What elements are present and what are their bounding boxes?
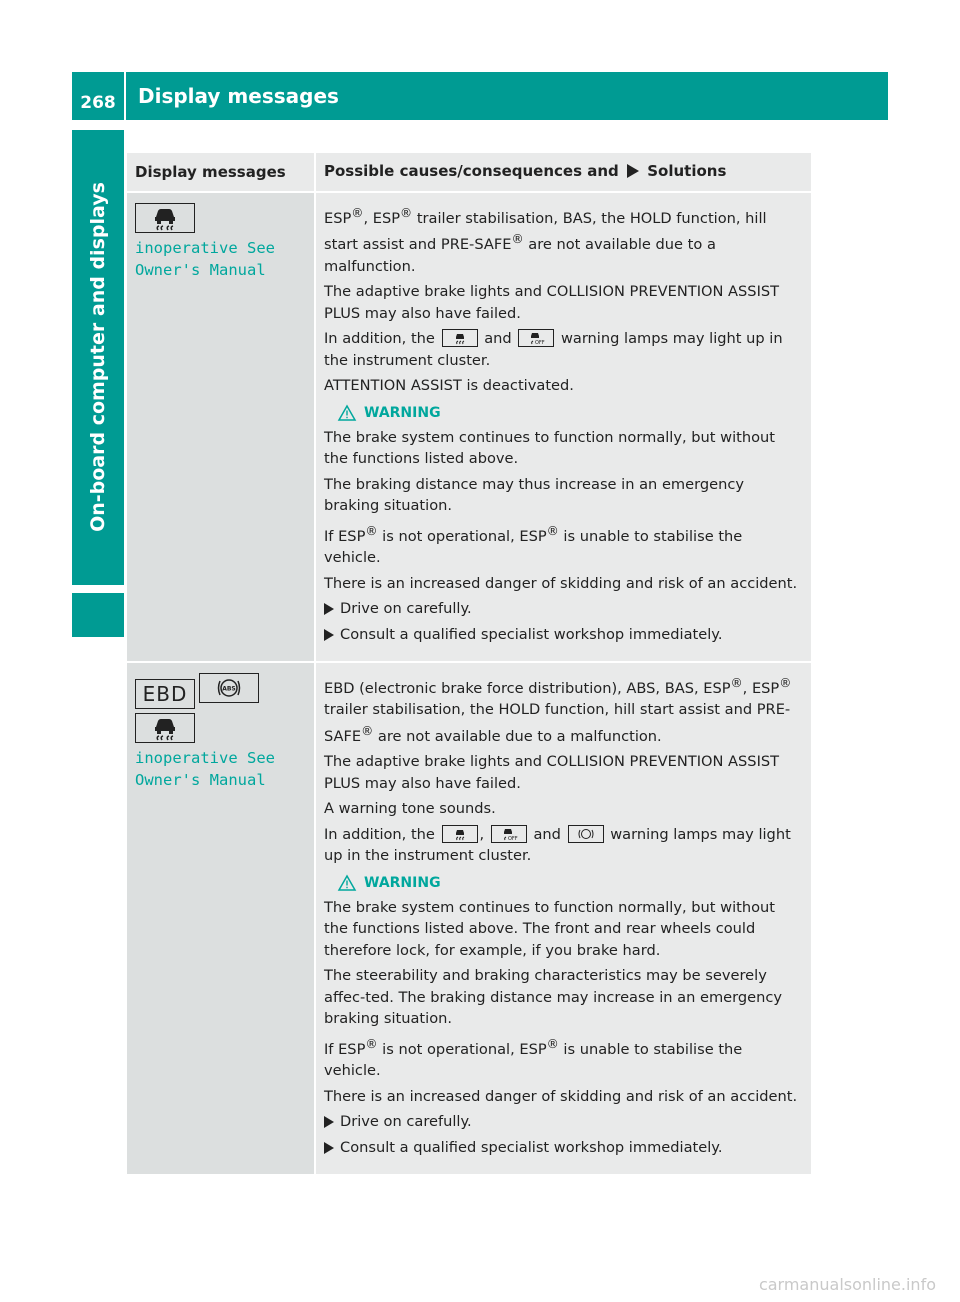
esp-skid-icon xyxy=(135,713,195,743)
display-message-cell xyxy=(127,192,315,662)
page-number: 268 xyxy=(72,72,126,120)
paragraph xyxy=(324,1034,803,1082)
side-tab-marker xyxy=(72,593,124,637)
registered-mark: ® xyxy=(546,1036,559,1051)
paragraph: There is an increased danger of skidding and risk of an accident. xyxy=(324,574,798,592)
registered-mark: ® xyxy=(351,206,364,220)
display-text-line: Owner's Manual xyxy=(135,771,266,790)
paragraph: The braking distance may thus increase in an emergency braking situation. xyxy=(324,475,745,515)
warning-label: WARNING xyxy=(364,874,441,891)
text: , ESP xyxy=(363,209,401,227)
warning-heading xyxy=(338,875,803,891)
action-step xyxy=(324,624,803,646)
registered-mark: ® xyxy=(365,1036,378,1051)
text: warning lamps may light up in the instrument cluster. xyxy=(324,825,791,865)
esp-off-lamp-icon xyxy=(518,329,554,347)
col2-header-pre: Possible causes/consequences and xyxy=(324,162,619,180)
paragraph: The adaptive brake lights and COLLISION PREVENTION ASSIST PLUS may also have failed. xyxy=(324,753,780,792)
registered-mark: ® xyxy=(400,206,413,220)
action-step xyxy=(324,598,803,620)
watermark: carmanualsonline.info xyxy=(758,1275,936,1294)
text: warning lamps may light up in the instrument cluster. xyxy=(324,330,783,369)
display-message-cell xyxy=(127,662,315,1174)
side-tab-label: On-board computer and displays xyxy=(87,182,109,532)
esp-skid-icon xyxy=(135,203,195,233)
warning-triangle-icon xyxy=(338,405,356,421)
text: If ESP xyxy=(324,527,366,545)
header-title: Display messages xyxy=(138,84,339,108)
text: trailer stabilisation, BAS, the HOLD function, hill start assist and PRE-SAFE xyxy=(324,209,767,254)
ebd-icon xyxy=(135,679,195,709)
action-step xyxy=(324,1137,803,1159)
esp-off-lamp-icon xyxy=(491,825,527,843)
paragraph: A warning tone sounds. xyxy=(324,800,496,818)
action-arrow-icon xyxy=(324,598,334,623)
svg-text:OFF: OFF xyxy=(535,340,545,347)
causes-cell xyxy=(315,662,811,1174)
paragraph: The adaptive brake lights and COLLISION PREVENTION ASSIST PLUS may also have failed. xyxy=(324,283,780,322)
table-header-row xyxy=(127,153,811,192)
warning-triangle-icon xyxy=(338,875,356,891)
text: is not operational, ESP xyxy=(377,1040,547,1058)
text: , xyxy=(479,825,485,843)
abs-icon xyxy=(199,673,259,703)
side-tab xyxy=(72,130,124,585)
abs-lamp-icon xyxy=(568,825,604,843)
esp-lamp-icon xyxy=(442,329,478,347)
action-arrow-icon xyxy=(324,624,334,649)
paragraph: ATTENTION ASSIST is deactivated. xyxy=(324,377,574,395)
table-row xyxy=(127,192,811,662)
text: In addition, the xyxy=(324,825,435,843)
text: are not available due to a malfunction. xyxy=(324,236,716,275)
paragraph xyxy=(324,328,803,371)
text: and xyxy=(484,330,512,348)
text: EBD (electronic brake force distribution), ABS, BAS, ESP xyxy=(324,679,731,697)
text: is not operational, ESP xyxy=(377,527,547,545)
registered-mark: ® xyxy=(730,676,743,691)
text: and xyxy=(533,825,561,843)
col2-header-post: Solutions xyxy=(647,162,727,180)
svg-text:OFF: OFF xyxy=(507,835,518,842)
text: In addition, the xyxy=(324,330,435,348)
paragraph xyxy=(324,673,803,747)
display-messages-table xyxy=(127,153,811,1174)
paragraph: The brake system continues to function normally, but without the functions listed above. The front and rear wheels could therefore lock, for example, if you brake hard. xyxy=(324,898,776,959)
display-text-line: inoperative See xyxy=(135,749,275,768)
svg-text:ABS: ABS xyxy=(222,685,236,693)
warning-heading xyxy=(338,405,803,421)
action-step xyxy=(324,1111,803,1133)
play-arrow-icon xyxy=(627,164,639,182)
paragraph: The steerability and braking characteristics may be severely affec-ted. The braking distance may increase in an emergency braking situation. xyxy=(324,967,783,1028)
text: is unable to stabilise the vehicle. xyxy=(324,1040,743,1080)
registered-mark: ® xyxy=(511,232,524,247)
ebd-label: EBD xyxy=(142,682,188,707)
paragraph xyxy=(324,824,803,867)
text: , ESP xyxy=(742,679,780,697)
causes-cell xyxy=(315,192,811,662)
action-text: Consult a qualified specialist workshop immediately. xyxy=(340,1138,723,1156)
registered-mark: ® xyxy=(361,723,374,738)
text: trailer stabilisation, the HOLD function, hill start assist and PRE-SAFE xyxy=(324,701,791,745)
warning-label: WARNING xyxy=(364,404,441,421)
action-text: Consult a qualified specialist workshop immediately. xyxy=(340,625,723,643)
registered-mark: ® xyxy=(546,523,559,538)
registered-mark: ® xyxy=(365,523,378,538)
paragraph: The brake system continues to function normally, but without the functions listed above. xyxy=(324,428,776,468)
text: If ESP xyxy=(324,1040,366,1058)
paragraph xyxy=(324,203,803,277)
text: is unable to stabilise the vehicle. xyxy=(324,527,743,567)
action-arrow-icon xyxy=(324,1137,334,1162)
page-header xyxy=(72,72,888,120)
esp-lamp-icon xyxy=(442,825,478,843)
action-text: Drive on carefully. xyxy=(340,600,472,618)
column-header-causes xyxy=(315,153,811,192)
action-text: Drive on carefully. xyxy=(340,1113,472,1131)
paragraph: There is an increased danger of skidding and risk of an accident. xyxy=(324,1087,798,1105)
registered-mark: ® xyxy=(779,676,792,691)
table-row xyxy=(127,662,811,1174)
text: ESP xyxy=(324,209,352,227)
paragraph xyxy=(324,521,803,569)
display-text-line: Owner's Manual xyxy=(135,261,266,279)
display-text-line: inoperative See xyxy=(135,239,275,257)
action-arrow-icon xyxy=(324,1111,334,1136)
text: are not available due to a malfunction. xyxy=(373,727,662,745)
column-header-display-messages: Display messages xyxy=(127,153,315,192)
